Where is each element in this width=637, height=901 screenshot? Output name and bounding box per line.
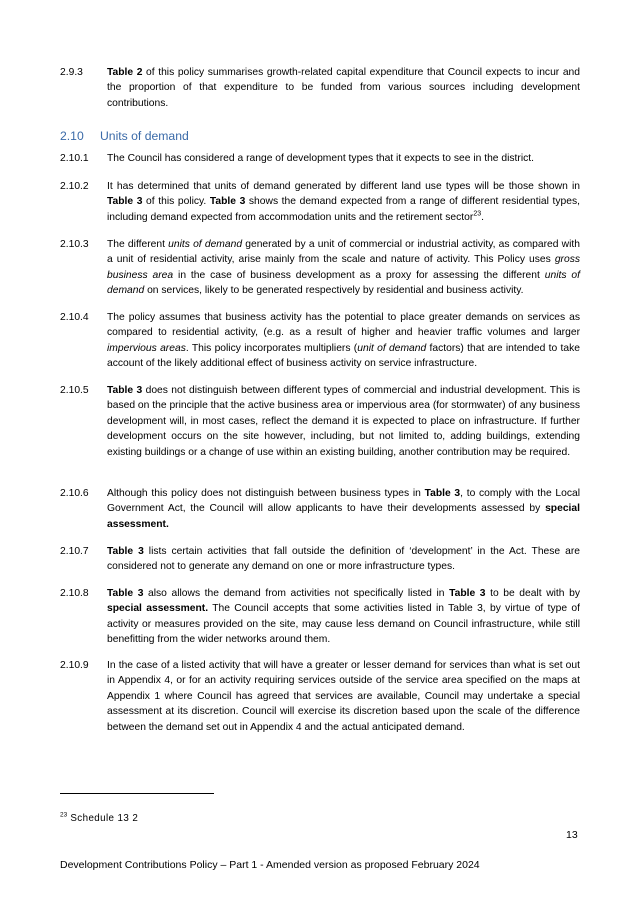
paragraph-text: The different units of demand generated by a unit of commercial or industrial activity, as compared with a unit of residential activity, arise mainly from the scale and nature of activity. This Policy uses gross business area in the case of business development as a proxy for assessing the different units of demand on services, likely to be generated respectively by residential and business activity. (107, 239, 580, 297)
paragraph-2-10-6 (60, 486, 580, 532)
paragraph-number: 2.10.9 (60, 660, 89, 671)
paragraph-2-9-3 (60, 65, 580, 111)
paragraph-2-10-1 (60, 151, 580, 166)
paragraph-2-10-4 (60, 310, 580, 372)
page-number: 13 (566, 829, 578, 841)
footnote-separator (60, 793, 214, 794)
paragraph-number: 2.10.2 (60, 181, 89, 192)
section-number: 2.10 (60, 129, 84, 143)
paragraph-number: 2.10.6 (60, 488, 89, 499)
paragraph-text: Table 3 lists certain activities that fall outside the definition of ‘development’ in the Act. These are considered not to generate any demand on one or more infrastructure types. (107, 546, 580, 573)
section-title: Units of demand (100, 129, 189, 143)
paragraph-number: 2.10.8 (60, 588, 89, 599)
paragraph-2-10-9 (60, 658, 580, 735)
paragraph-number: 2.10.1 (60, 153, 89, 164)
paragraph-text: The policy assumes that business activity has the potential to place greater demands on services as compared to residential activity, (e.g. as a result of higher and heavier traffic volumes and larger impervious areas. This policy incorporates multipliers (unit of demand factors) that are intended to take account of the likely additional effect of business activity on service infrastructure. (107, 312, 580, 370)
footnote-marker: 23 (60, 811, 68, 819)
paragraph-text: In the case of a listed activity that will have a greater or lesser demand for services than what is set out in Appendix 4, or for an activity requiring services outside of the service area specified on the maps at Appendix 1 where Council has agreed that services are available, Council may undertake a special assessment at its discretion. Council will exercise its discretion based upon the scale of the difference between the demand set out in Appendix 4 and the actual anticipated demand. (107, 660, 580, 733)
paragraph-text: It has determined that units of demand generated by different land use types will be those shown in Table 3 of this policy. Table 3 shows the demand expected from a range of different residential types, including demand expected from accommodation units and the retirement sector$^{23}$. (107, 181, 580, 223)
paragraph-2-10-2 (60, 179, 580, 225)
paragraph-2-10-8 (60, 586, 580, 648)
paragraph-number: 2.10.3 (60, 239, 89, 250)
paragraph-text: Table 2 of this policy summarises growth-related capital expenditure that Council expects to incur and the proportion of that expenditure to be funded from various sources including development contributions. (107, 67, 581, 109)
section-heading (60, 129, 189, 143)
paragraph-number: 2.10.5 (60, 385, 89, 396)
paragraph-text: Table 3 also allows the demand from activities not specifically listed in Table 3 to be dealt with by special assessment. The Council accepts that some activities listed in Table 3, by virtue of type of activity or measures provided on the site, may cause less demand on Council infrastructure, while still benefitting from the wider networks around them. (107, 588, 580, 646)
page-footer: Development Contributions Policy – Part 1 - Amended version as proposed February 2024 (60, 859, 480, 871)
footnote-text: Schedule 13 2 (67, 813, 139, 824)
footnote-reference: 23 (473, 210, 482, 218)
paragraph-text: The Council has considered a range of development types that it expects to see in the district. (107, 153, 534, 164)
paragraph-2-10-5 (60, 383, 580, 460)
paragraph-2-10-7 (60, 544, 580, 575)
paragraph-number: 2.10.4 (60, 312, 89, 323)
footnote (60, 813, 138, 824)
paragraph-number: 2.9.3 (60, 67, 83, 78)
paragraph-text: Although this policy does not distinguish between business types in Table 3, to comply with the Local Government Act, the Council will allow applicants to have their developments assessed by special assessment. (107, 488, 581, 530)
paragraph-number: 2.10.7 (60, 546, 89, 557)
paragraph-2-10-3 (60, 237, 580, 299)
paragraph-text: Table 3 does not distinguish between different types of commercial and industrial development. This is based on the principle that the active business area or impervious area (for stormwater) of any business development will, in most cases, reflect the demand it is expected to place on infrastructure. If further development occurs on the site however, including, but not limited to, adding buildings, extending existing buildings or a change of use within an existing building, another contribution may be required. (107, 385, 581, 458)
